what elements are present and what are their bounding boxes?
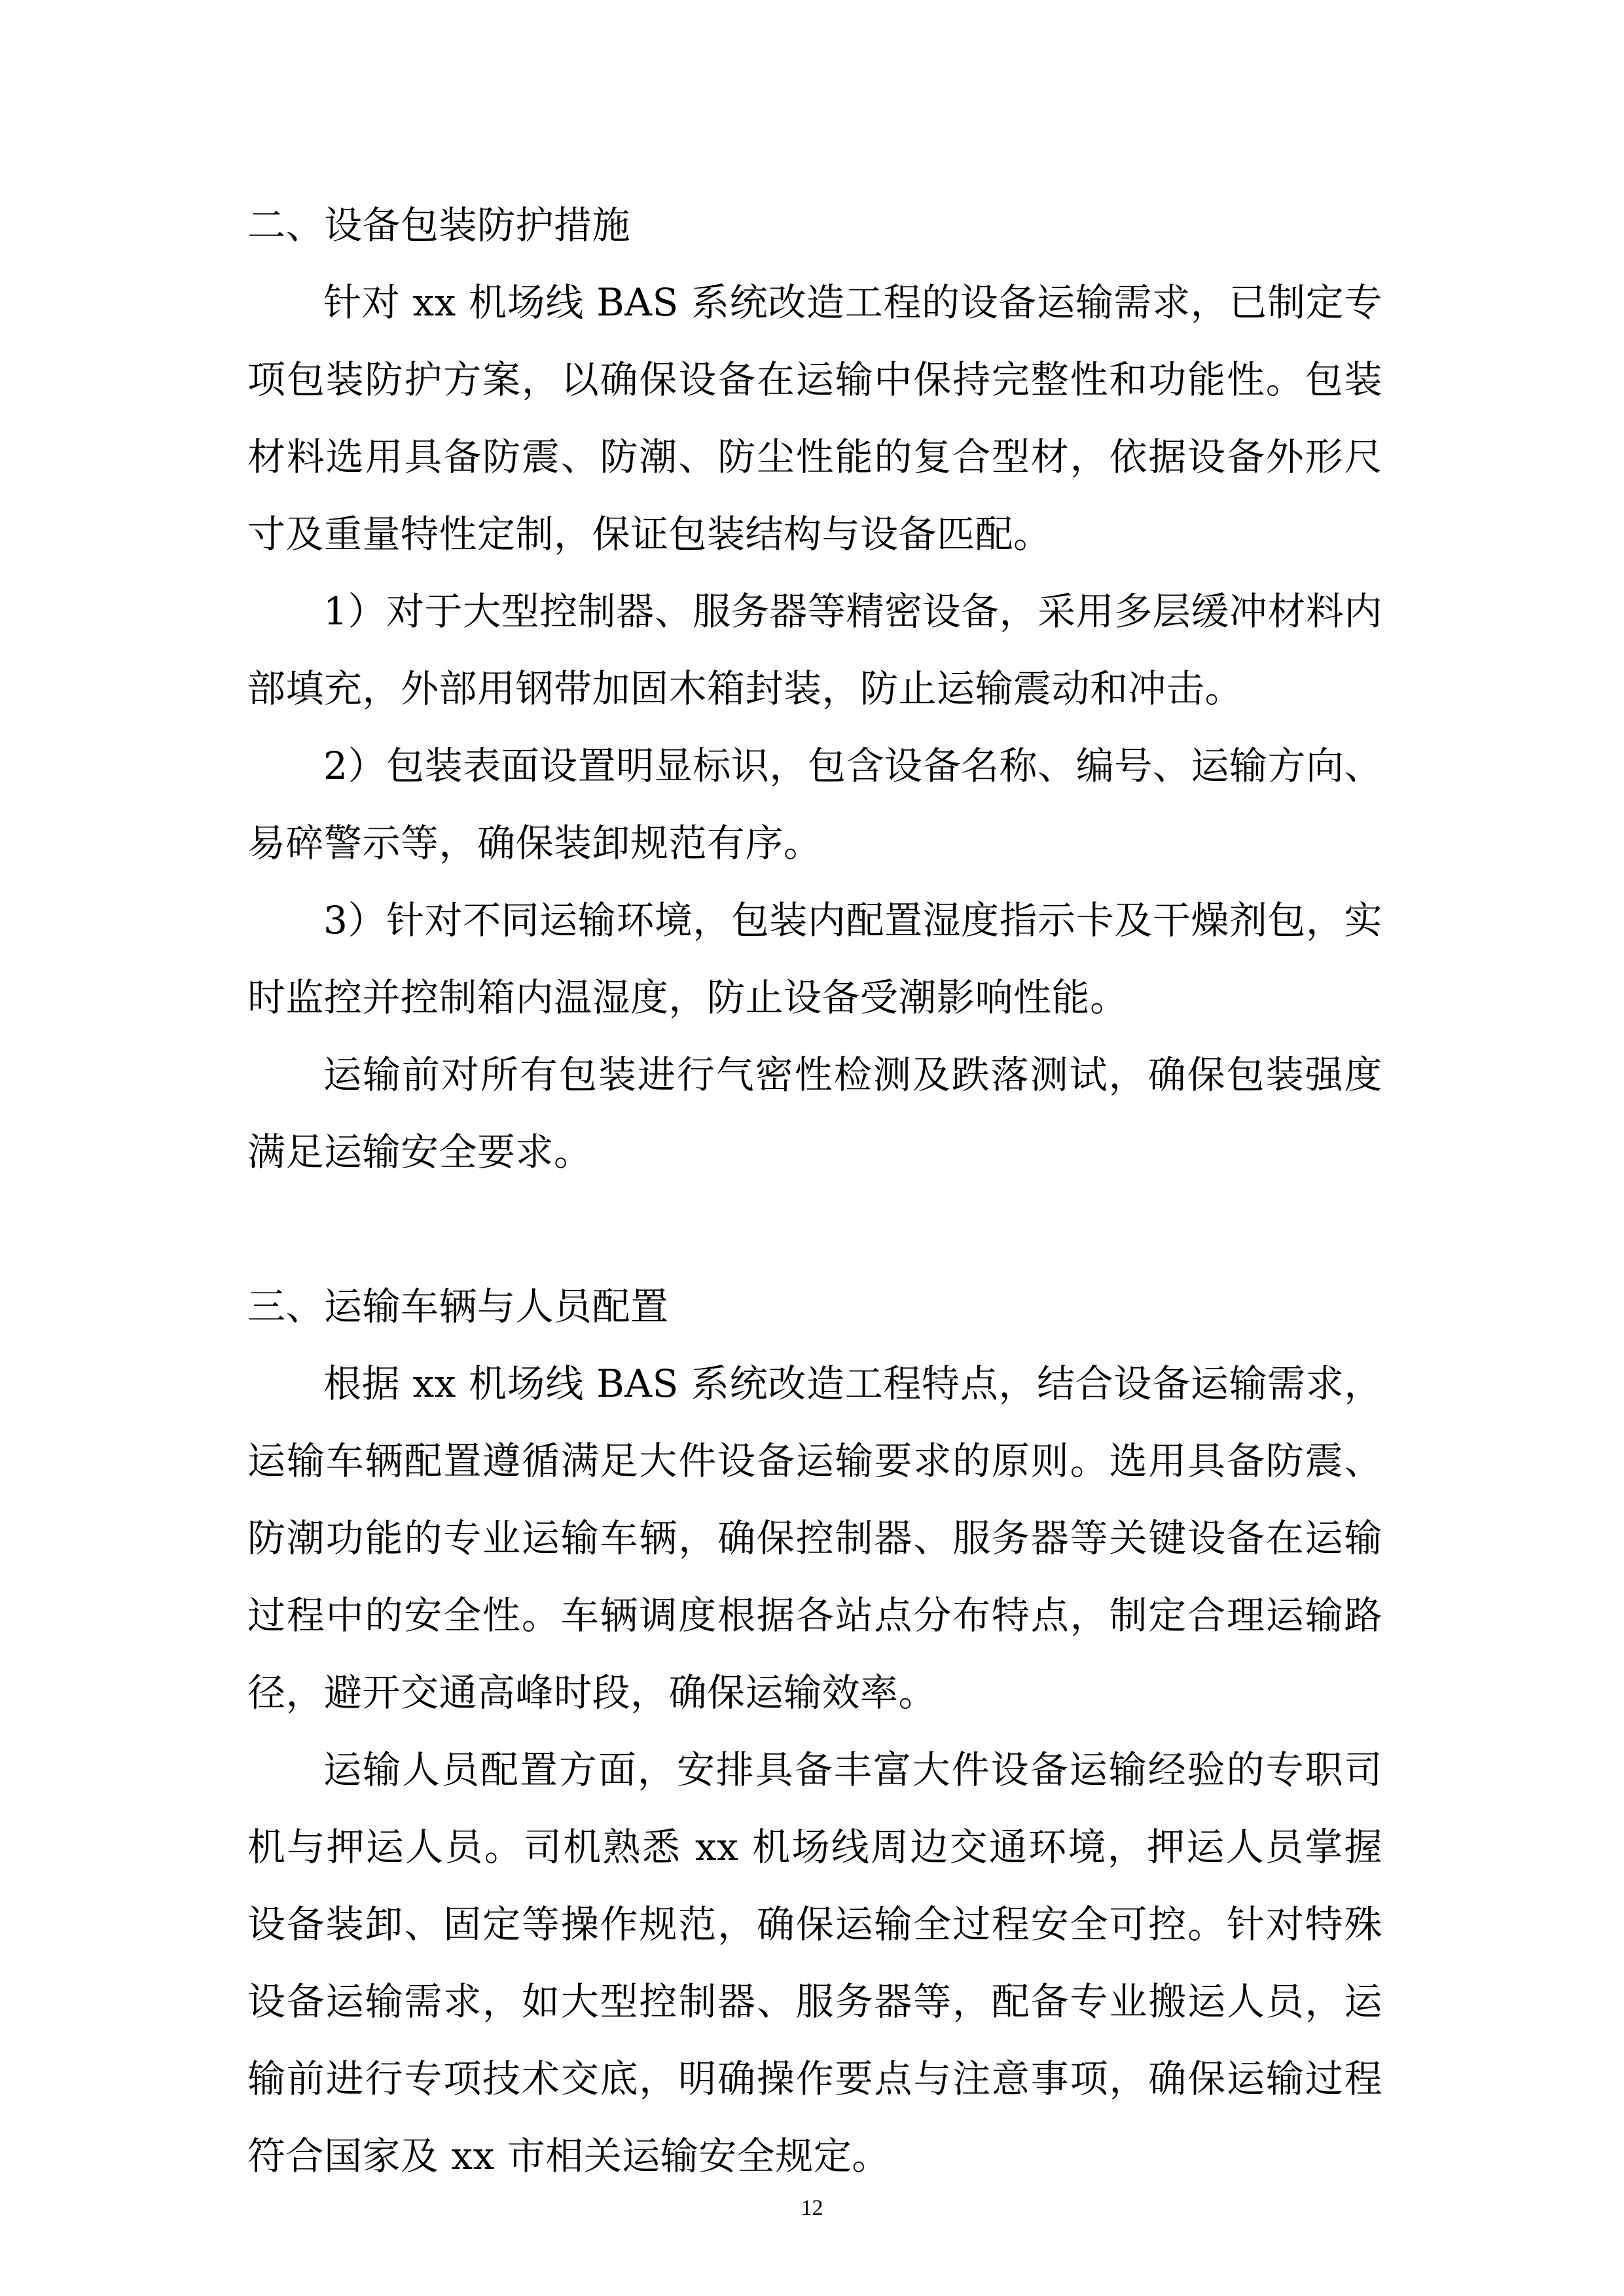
paragraph-staff: 运输人员配置方面，安排具备丰富大件设备运输经验的专职司机与押运人员。司机熟悉 xx 机场线周边交通环境，押运人员掌握设备装卸、固定等操作规范，确保运输全过程安全可控。针对特殊设备运输需求，如大型控制器、服务器等，配备专业搬运人员，运输前进行专项技术交底，明确操作要点与注意事项，确保运输过程符合国家及 xx 市相关运输安全规定。 [247, 1748, 1382, 2178]
page-number: 12 [801, 2196, 823, 2220]
paragraph-item-2: 2）包装表面设置明显标识，包含设备名称、编号、运输方向、易碎警示等，确保装卸规范有序。 [247, 744, 1382, 865]
paragraph-vehicles: 根据 xx 机场线 BAS 系统改造工程特点，结合设备运输需求，运输车辆配置遵循满足大件设备运输要求的原则。选用具备防震、防潮功能的专业运输车辆，确保控制器、服务器等关键设备在运输过程中的安全性。车辆调度根据各站点分布特点，制定合理运输路径，避开交通高峰时段，确保运输效率。 [247, 1361, 1382, 1715]
section-heading-packaging: 二、设备包装防护措施 [247, 203, 631, 247]
paragraph-packaging-plan: 针对 xx 机场线 BAS 系统改造工程的设备运输需求，已制定专项包装防护方案，以确保设备在运输中保持完整性和功能性。包装材料选用具备防震、防潮、防尘性能的复合型材，依据设备外形尺寸及重量特性定制，保证包装结构与设备匹配。 [247, 280, 1382, 556]
page-content [247, 187, 1382, 2195]
section-heading-vehicles-staff: 三、运输车辆与人员配置 [247, 1284, 669, 1329]
paragraph-item-1: 1）对于大型控制器、服务器等精密设备，采用多层缓冲材料内部填充，外部用钢带加固木箱封装，防止运输震动和冲击。 [247, 589, 1382, 711]
paragraph-item-3: 3）针对不同运输环境，包装内配置湿度指示卡及干燥剂包，实时监控并控制箱内温湿度，防止设备受潮影响性能。 [247, 898, 1382, 1020]
section-spacer [247, 1191, 1382, 1268]
paragraph-pre-transport-test: 运输前对所有包装进行气密性检测及跌落测试，确保包装强度满足运输安全要求。 [247, 1052, 1382, 1174]
